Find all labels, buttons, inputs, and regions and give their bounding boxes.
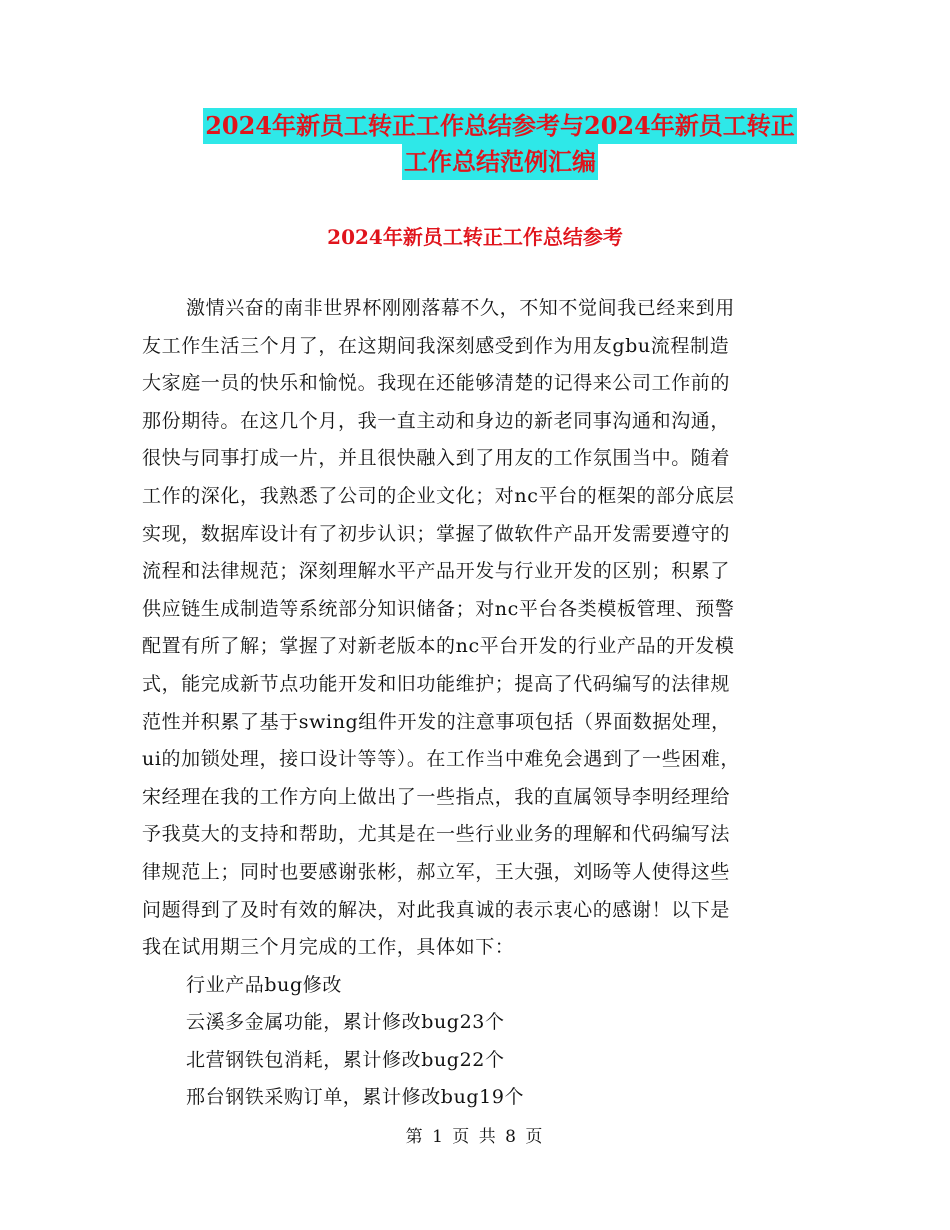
body-line: 范性并积累了基于swing组件开发的注意事项包括（界面数据处理， (142, 710, 731, 733)
body-line: 友工作生活三个月了，在这期间我深刻感受到作为用友gbu流程制造 (142, 334, 730, 357)
section-subtitle: 2024年新员工转正工作总结参考 (327, 225, 623, 249)
body-line: 流程和法律规范；深刻理解水平产品开发与行业开发的区别；积累了 (142, 560, 731, 583)
body-line: 配置有所了解；掌握了对新老版本的nc平台开发的行业产品的开发模 (142, 635, 735, 658)
list-item: 北营钢铁包消耗，累计修改bug22个 (186, 1048, 505, 1071)
body-line: 实现，数据库设计有了初步认识；掌握了做软件产品开发需要遵守的 (142, 522, 731, 545)
title-line-1: 2024年新员工转正工作总结参考与2024年新员工转正 (203, 108, 797, 144)
body-line: 那份期待。在这几个月，我一直主动和身边的新老同事沟通和沟通， (142, 409, 731, 432)
document-body (142, 290, 808, 1117)
body-line: 很快与同事打成一片，并且很快融入到了用友的工作氛围当中。随着 (142, 447, 731, 470)
body-line: 工作的深化，我熟悉了公司的企业文化；对nc平台的框架的部分底层 (142, 484, 735, 507)
list-item: 云溪多金属功能，累计修改bug23个 (186, 1011, 505, 1034)
body-line: 问题得到了及时有效的解决，对此我真诚的表示衷心的感谢！以下是 (142, 898, 731, 921)
title-line-2: 工作总结范例汇编 (402, 144, 598, 180)
body-line: 律规范上；同时也要感谢张彬，郝立军，王大强，刘旸等人使得这些 (142, 860, 731, 883)
body-line: 宋经理在我的工作方向上做出了一些指点，我的直属领导李明经理给 (142, 785, 731, 808)
body-line: ui的加锁处理，接口设计等等）。在工作当中难免会遇到了一些困难， (142, 748, 741, 771)
list-item: 邢台钢铁采购订单，累计修改bug19个 (186, 1086, 525, 1109)
document-title (140, 108, 860, 180)
body-line: 激情兴奋的南非世界杯刚刚落幕不久，不知不觉间我已经来到用 (186, 297, 735, 319)
page-footer: 第 1 页 共 8 页 (405, 1127, 545, 1147)
body-line: 式，能完成新节点功能开发和旧功能维护；提高了代码编写的法律规 (142, 672, 731, 695)
body-line: 供应链生成制造等系统部分知识储备；对nc平台各类模板管理、预警 (142, 597, 735, 620)
body-line: 予我莫大的支持和帮助，尤其是在一些行业业务的理解和代码编写法 (142, 823, 731, 846)
body-line: 大家庭一员的快乐和愉悦。我现在还能够清楚的记得来公司工作前的 (142, 372, 731, 395)
list-item: 行业产品bug修改 (186, 973, 342, 996)
body-line: 我在试用期三个月完成的工作，具体如下： (142, 936, 515, 959)
